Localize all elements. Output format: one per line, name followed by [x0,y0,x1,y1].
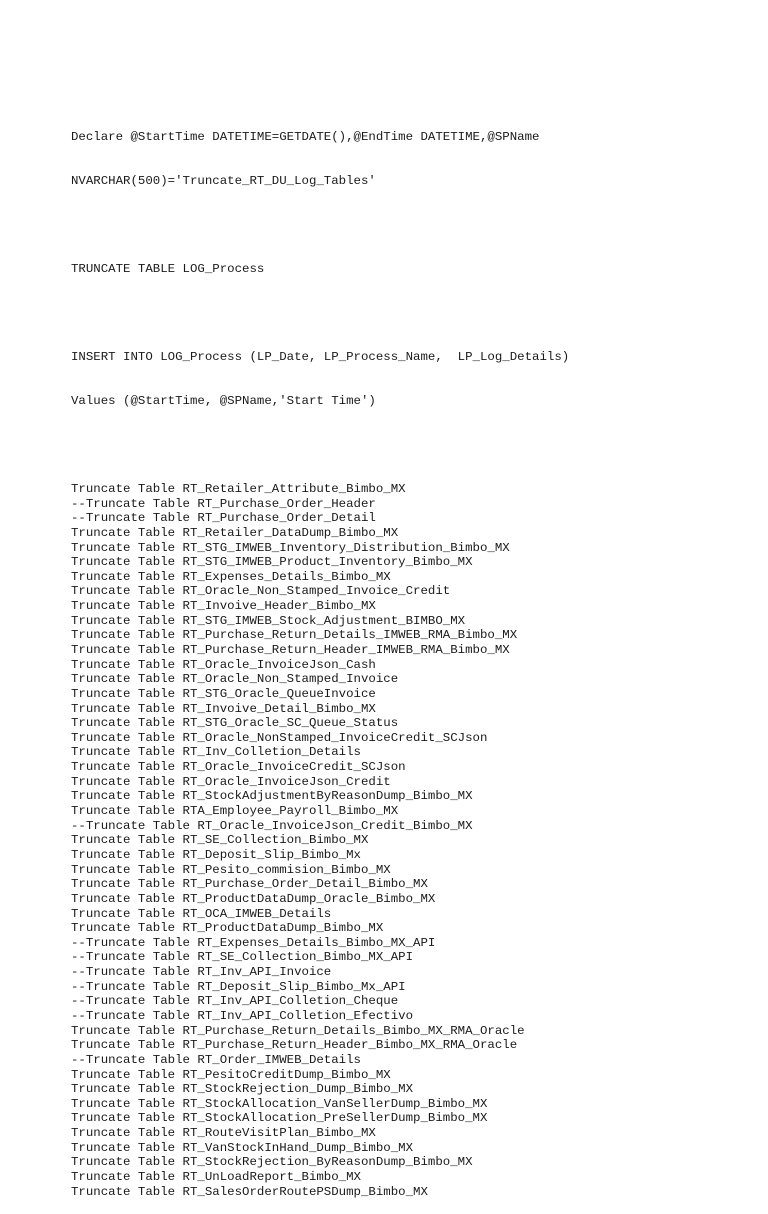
statement-line: Truncate Table RT_OCA_IMWEB_Details [71,906,332,921]
statement-line: --Truncate Table RT_Inv_API_Colletion_Cheque [71,994,399,1009]
statement-line: Truncate Table RTA_Employee_Payroll_Bimbo_MX [71,804,399,819]
statement-line: Truncate Table RT_Purchase_Return_Header_IMWEB_RMA_Bimbo_MX [71,642,510,657]
statement-line: Truncate Table RT_Oracle_InvoiceJson_Credit [71,774,391,789]
statement-line: Truncate Table RT_UnLoadReport_Bimbo_MX [71,1170,361,1185]
statement-line: Truncate Table RT_Deposit_Slip_Bimbo_Mx [71,847,361,862]
statement-line: Truncate Table RT_Oracle_NonStamped_InvoiceCredit_SCJson [71,730,488,745]
statement-line: --Truncate Table RT_Expenses_Details_Bimbo_MX_API [71,935,436,950]
statement-line: Truncate Table RT_Oracle_InvoiceCredit_SCJson [71,760,406,775]
truncate-statement-list [71,482,569,1199]
statement-line: Truncate Table RT_Purchase_Return_Details_IMWEB_RMA_Bimbo_MX [71,628,518,643]
declare-line: Declare @StartTime DATETIME=GETDATE(),@EndTime DATETIME,@SPName [71,130,540,145]
statement-line: Truncate Table RT_STG_IMWEB_Inventory_Distribution_Bimbo_MX [71,540,510,555]
statement-line: Truncate Table RT_ProductDataDump_Bimbo_MX [71,921,384,936]
statement-line: --Truncate Table RT_Oracle_InvoiceJson_Credit_Bimbo_MX [71,818,473,833]
statement-line: Truncate Table RT_Purchase_Order_Detail_Bimbo_MX [71,877,428,892]
statement-line: Truncate Table RT_Oracle_Non_Stamped_Invoice [71,672,399,687]
blank-line [71,306,569,321]
statement-line: Truncate Table RT_STG_IMWEB_Product_Inventory_Bimbo_MX [71,555,473,570]
statement-line: Truncate Table RT_Invoive_Detail_Bimbo_MX [71,701,376,716]
truncate-log-process-line: TRUNCATE TABLE LOG_Process [71,262,265,277]
statement-line: Truncate Table RT_SE_Collection_Bimbo_MX [71,833,369,848]
statement-line: Truncate Table RT_PesitoCreditDump_Bimbo_MX [71,1067,391,1082]
statement-line: --Truncate Table RT_Inv_API_Colletion_Efectivo [71,1009,414,1023]
statement-line: --Truncate Table RT_Purchase_Order_Header [71,496,376,511]
sql-document [71,101,569,1214]
insert-into-line: INSERT INTO LOG_Process (LP_Date, LP_Process_Name, LP_Log_Details) [71,350,570,365]
statement-line: Truncate Table RT_Purchase_Return_Header_Bimbo_MX_RMA_Oracle [71,1038,518,1053]
statement-line: Truncate Table RT_RouteVisitPlan_Bimbo_MX [71,1126,376,1141]
statement-line: Truncate Table RT_Expenses_Details_Bimbo_MX [71,569,391,584]
blank-line [71,218,569,233]
statement-line: Truncate Table RT_Retailer_Attribute_Bimbo_MX [71,481,406,496]
statement-line: --Truncate Table RT_Inv_API_Invoice [71,965,332,980]
statement-line: Truncate Table RT_Purchase_Return_Details_Bimbo_MX_RMA_Oracle [71,1023,525,1038]
statement-line: --Truncate Table RT_Purchase_Order_Detail [71,511,376,526]
statement-line: Truncate Table RT_StockAdjustmentByReasonDump_Bimbo_MX [71,789,473,804]
declare-continuation-line: NVARCHAR(500)='Truncate_RT_DU_Log_Tables' [71,174,376,189]
statement-line: Truncate Table RT_Oracle_Non_Stamped_Invoice_Credit [71,584,451,599]
statement-line: --Truncate Table RT_Order_IMWEB_Details [71,1052,361,1067]
statement-line: Truncate Table RT_StockAllocation_VanSellerDump_Bimbo_MX [71,1096,488,1111]
statement-line: --Truncate Table RT_Deposit_Slip_Bimbo_Mx_API [71,979,406,994]
statement-line: Truncate Table RT_StockRejection_ByReasonDump_Bimbo_MX [71,1155,473,1170]
statement-line: Truncate Table RT_VanStockInHand_Dump_Bimbo_MX [71,1140,414,1155]
statement-line: Truncate Table RT_Pesito_commision_Bimbo_MX [71,862,391,877]
statement-line: --Truncate Table RT_SE_Collection_Bimbo_MX_API [71,950,414,965]
statement-line: Truncate Table RT_Inv_Colletion_Details [71,745,361,760]
statement-line: Truncate Table RT_Retailer_DataDump_Bimbo_MX [71,525,399,540]
statement-line: Truncate Table RT_Oracle_InvoiceJson_Cash [71,657,376,672]
statement-line: Truncate Table RT_STG_Oracle_SC_Queue_Status [71,716,399,731]
statement-line: Truncate Table RT_STG_IMWEB_Stock_Adjustment_BIMBO_MX [71,613,466,628]
blank-line [71,438,569,453]
statement-line: Truncate Table RT_SalesOrderRoutePSDump_Bimbo_MX [71,1184,428,1199]
statement-line: Truncate Table RT_STG_Oracle_QueueInvoice [71,686,376,701]
statement-line: Truncate Table RT_StockRejection_Dump_Bimbo_MX [71,1082,414,1097]
values-line: Values (@StartTime, @SPName,'Start Time') [71,394,376,409]
statement-line: Truncate Table RT_Invoive_Header_Bimbo_MX [71,599,376,614]
statement-line: Truncate Table RT_StockAllocation_PreSellerDump_Bimbo_MX [71,1111,488,1126]
statement-line: Truncate Table RT_ProductDataDump_Oracle_Bimbo_MX [71,891,436,906]
